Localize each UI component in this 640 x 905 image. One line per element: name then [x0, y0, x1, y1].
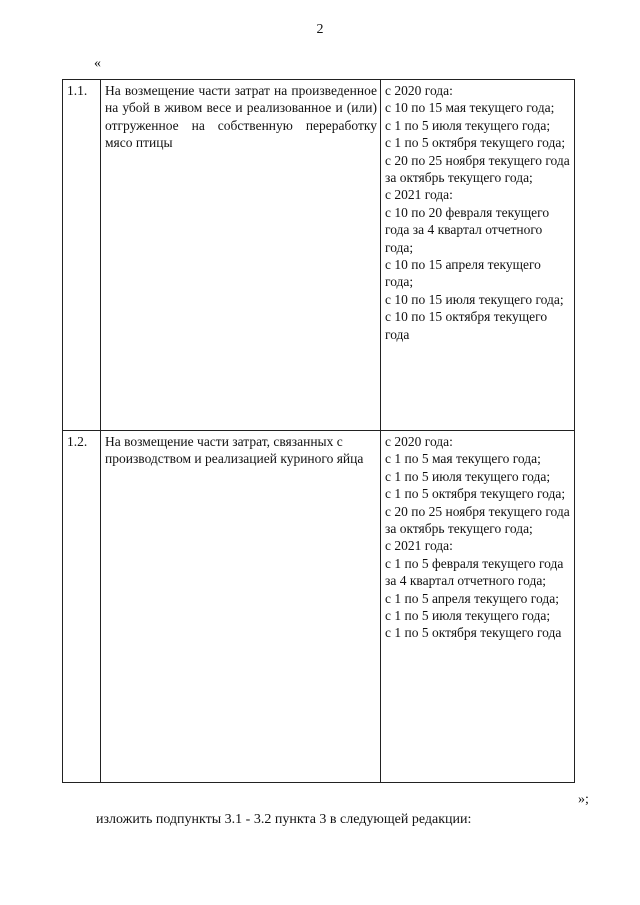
term-line: с 2021 года: — [385, 187, 453, 203]
page-number: 2 — [316, 22, 324, 37]
term-line: с 1 по 5 апреля текущего года; — [385, 590, 559, 606]
term-line: с 10 по 15 апреля текущего года; — [385, 257, 541, 290]
term-line: с 20 по 25 ноября текущего года за октябрь текущего года; — [385, 152, 570, 186]
term-line: с 1 по 5 июля текущего года; — [385, 117, 551, 133]
term-line: с 2020 года: — [385, 83, 453, 98]
schedule-table — [62, 79, 575, 783]
term-line: с 1 по 5 июля текущего года; — [385, 468, 551, 484]
table-row — [63, 80, 575, 431]
table-row — [63, 431, 575, 783]
opening-quote: « — [94, 56, 101, 71]
term-line: с 10 по 15 мая текущего года; — [385, 100, 555, 116]
term-line: с 1 по 5 октября текущего года — [385, 625, 562, 641]
term-line: с 2021 года: — [385, 538, 453, 554]
term-line: с 1 по 5 октября текущего года; — [385, 135, 566, 151]
row-description: На возмещение части затрат на произведенное на убой в живом весе и реализованное и (или) отгруженное на собственную переработку мясо птицы — [101, 80, 381, 431]
term-line: с 1 по 5 октября текущего года; — [385, 486, 566, 502]
term-line: с 1 по 5 июля текущего года; — [385, 608, 551, 624]
term-line: с 1 по 5 февраля текущего года за 4 квартал отчетного года; — [385, 555, 564, 589]
term-line: с 10 по 15 октября текущего года — [385, 309, 548, 342]
term-line: с 20 по 25 ноября текущего года за октябрь текущего года; — [385, 503, 570, 537]
closing-quote: »; — [578, 792, 589, 807]
term-line: с 10 по 15 июля текущего года; — [385, 291, 564, 307]
term-line: с 2020 года: — [385, 434, 453, 449]
row-description: На возмещение части затрат, связанных с производством и реализацией куриного яйца — [101, 431, 381, 783]
row-number: 1.1. — [63, 80, 101, 431]
row-terms — [381, 80, 575, 431]
instruction-text: изложить подпункты 3.1 - 3.2 пункта 3 в следующей редакции: — [96, 812, 472, 827]
row-terms — [381, 431, 575, 783]
term-line: с 10 по 20 февраля текущего года за 4 квартал отчетного года; — [385, 204, 550, 255]
row-number: 1.2. — [63, 431, 101, 783]
term-line: с 1 по 5 мая текущего года; — [385, 451, 541, 467]
